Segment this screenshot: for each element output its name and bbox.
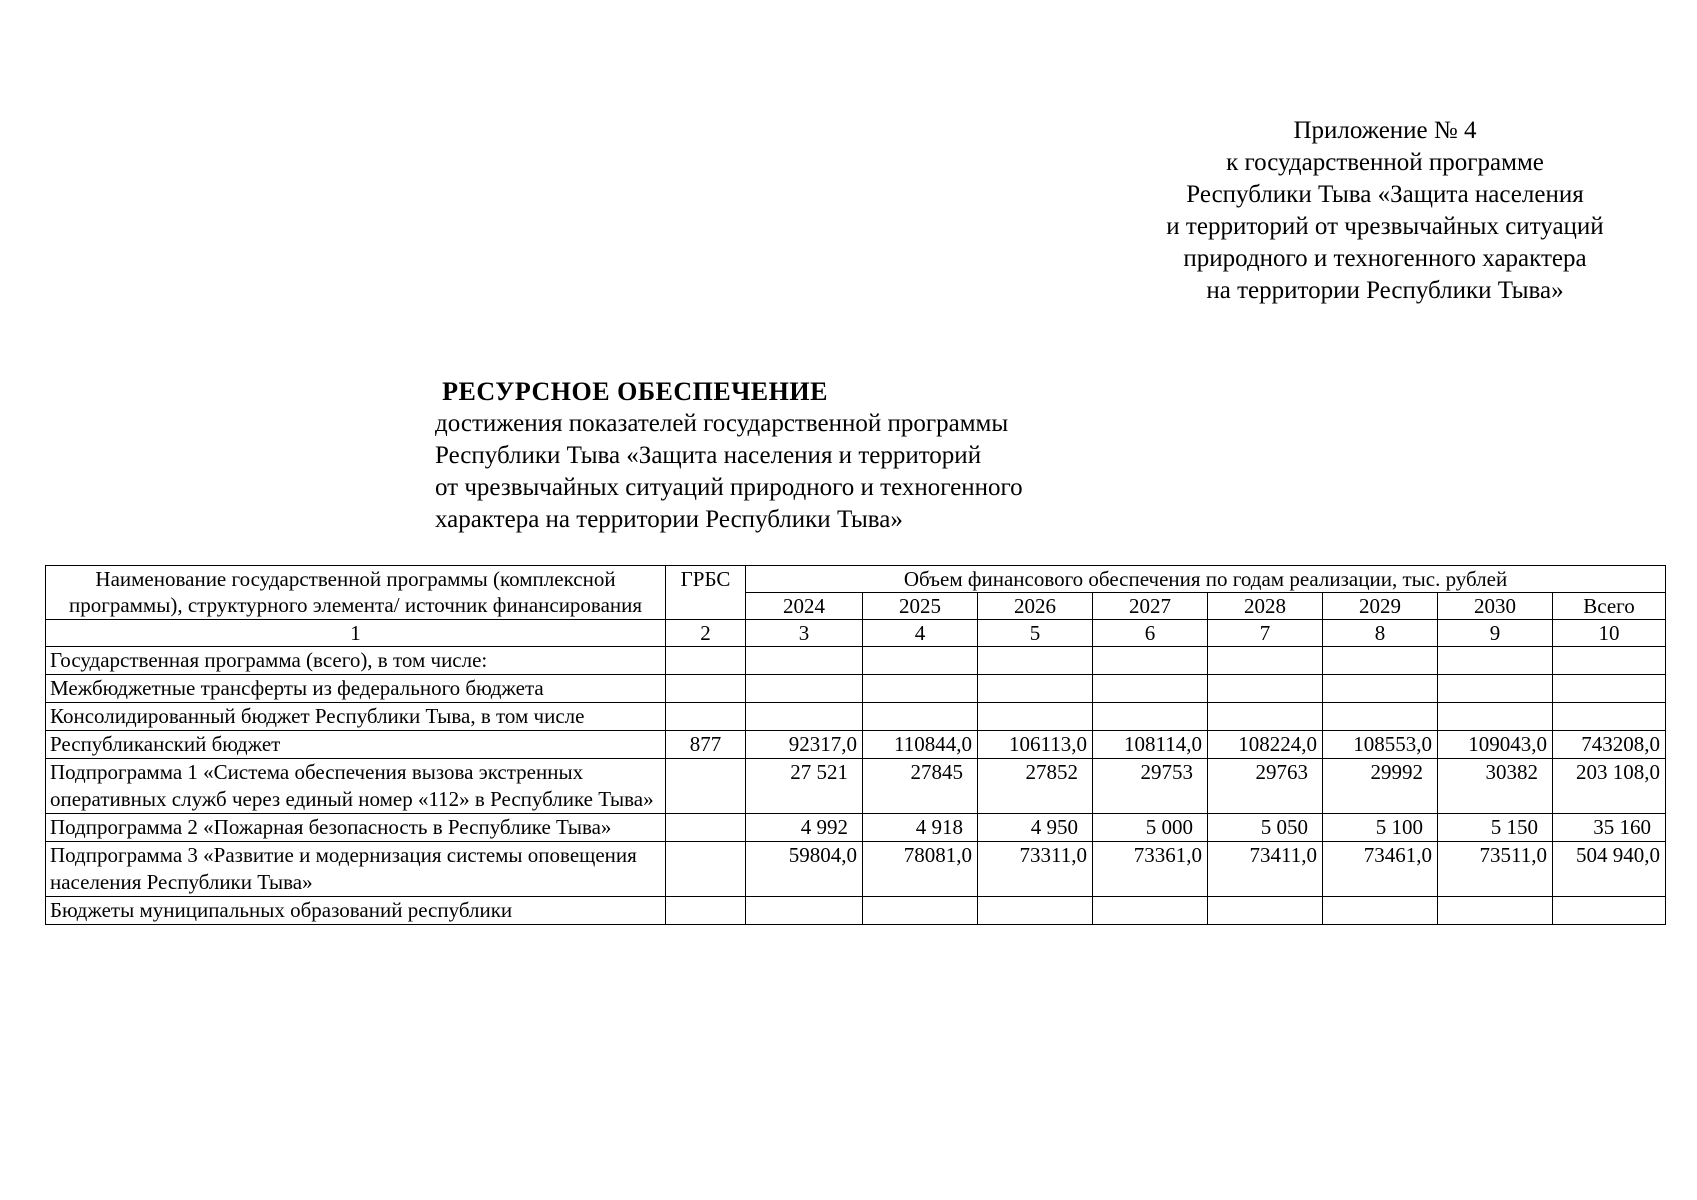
value-cell: 73511,0 xyxy=(1438,842,1553,897)
value-cell xyxy=(1093,647,1208,675)
column-number: 2 xyxy=(666,620,746,647)
title-line: достижения показателей государственной программы xyxy=(435,410,1009,437)
row-grbs xyxy=(666,897,746,925)
value-cell: 29753 xyxy=(1093,759,1208,814)
header-year: 2028 xyxy=(1208,593,1323,620)
column-number: 8 xyxy=(1323,620,1438,647)
value-cell: 109043,0 xyxy=(1438,731,1553,759)
value-cell: 29763 xyxy=(1208,759,1323,814)
total-cell: 35 160 xyxy=(1553,814,1666,842)
value-cell xyxy=(1093,897,1208,925)
column-number: 7 xyxy=(1208,620,1323,647)
header-year: 2027 xyxy=(1093,593,1208,620)
table-row xyxy=(46,647,1666,675)
value-cell xyxy=(978,675,1093,703)
title-line: характера на территории Республики Тыва» xyxy=(435,506,903,533)
value-cell: 30382 xyxy=(1438,759,1553,814)
value-cell xyxy=(746,897,863,925)
header-funding-group: Объем финансового обеспечения по годам реализации, тыс. рублей xyxy=(746,566,1666,593)
value-cell xyxy=(746,675,863,703)
value-cell xyxy=(1323,675,1438,703)
value-cell: 27 521 xyxy=(746,759,863,814)
appendix-line: Приложение № 4 xyxy=(1293,117,1477,144)
value-cell xyxy=(978,897,1093,925)
value-cell xyxy=(863,675,978,703)
appendix-line: природного и техногенного характера xyxy=(1183,245,1587,272)
value-cell: 5 000 xyxy=(1093,814,1208,842)
value-cell xyxy=(1093,675,1208,703)
value-cell: 4 950 xyxy=(978,814,1093,842)
column-number: 1 xyxy=(46,620,666,647)
value-cell: 73411,0 xyxy=(1208,842,1323,897)
document-title xyxy=(435,376,1023,536)
row-name: Государственная программа (всего), в том числе: xyxy=(46,647,666,675)
title-line: Республики Тыва «Защита населения и территорий xyxy=(435,442,982,469)
total-cell xyxy=(1553,647,1666,675)
value-cell: 27845 xyxy=(863,759,978,814)
column-number-row xyxy=(46,620,1666,647)
table-row xyxy=(46,814,1666,842)
appendix-line: на территории Республики Тыва» xyxy=(1206,277,1564,304)
table-row xyxy=(46,759,1666,814)
table-row xyxy=(46,675,1666,703)
table-row xyxy=(46,897,1666,925)
value-cell xyxy=(978,703,1093,731)
total-cell: 743208,0 xyxy=(1553,731,1666,759)
total-cell: 504 940,0 xyxy=(1553,842,1666,897)
value-cell xyxy=(1438,675,1553,703)
value-cell xyxy=(1438,647,1553,675)
appendix-note xyxy=(1115,115,1655,307)
total-cell xyxy=(1553,703,1666,731)
value-cell xyxy=(978,647,1093,675)
column-number: 3 xyxy=(746,620,863,647)
row-grbs xyxy=(666,842,746,897)
header-year: 2026 xyxy=(978,593,1093,620)
value-cell xyxy=(1093,703,1208,731)
value-cell: 5 150 xyxy=(1438,814,1553,842)
column-number: 9 xyxy=(1438,620,1553,647)
appendix-line: к государственной программе xyxy=(1226,149,1544,176)
value-cell xyxy=(863,703,978,731)
total-cell: 203 108,0 xyxy=(1553,759,1666,814)
value-cell: 4 918 xyxy=(863,814,978,842)
row-grbs xyxy=(666,814,746,842)
row-name: Подпрограмма 3 «Развитие и модернизация системы оповещения населения Республики Тыва» xyxy=(46,842,666,897)
resource-table-container xyxy=(45,565,1665,925)
total-cell xyxy=(1553,897,1666,925)
column-number: 4 xyxy=(863,620,978,647)
row-grbs xyxy=(666,647,746,675)
row-grbs xyxy=(666,759,746,814)
value-cell: 5 100 xyxy=(1323,814,1438,842)
value-cell: 27852 xyxy=(978,759,1093,814)
value-cell xyxy=(1208,897,1323,925)
value-cell xyxy=(1438,703,1553,731)
table-row xyxy=(46,842,1666,897)
value-cell: 73361,0 xyxy=(1093,842,1208,897)
row-name: Бюджеты муниципальных образований республики xyxy=(46,897,666,925)
table-row xyxy=(46,731,1666,759)
value-cell: 78081,0 xyxy=(863,842,978,897)
value-cell: 108114,0 xyxy=(1093,731,1208,759)
title-heading: РЕСУРСНОЕ ОБЕСПЕЧЕНИЕ xyxy=(442,377,828,406)
column-number: 5 xyxy=(978,620,1093,647)
value-cell: 4 992 xyxy=(746,814,863,842)
row-grbs xyxy=(666,675,746,703)
value-cell xyxy=(1208,647,1323,675)
row-name: Подпрограмма 2 «Пожарная безопасность в Республике Тыва» xyxy=(46,814,666,842)
row-grbs: 877 xyxy=(666,731,746,759)
value-cell: 106113,0 xyxy=(978,731,1093,759)
value-cell xyxy=(1208,703,1323,731)
value-cell: 92317,0 xyxy=(746,731,863,759)
value-cell: 59804,0 xyxy=(746,842,863,897)
value-cell xyxy=(1438,897,1553,925)
value-cell xyxy=(863,897,978,925)
row-name: Республиканский бюджет xyxy=(46,731,666,759)
value-cell xyxy=(1208,675,1323,703)
value-cell xyxy=(863,647,978,675)
column-number: 6 xyxy=(1093,620,1208,647)
header-year: 2030 xyxy=(1438,593,1553,620)
row-name: Консолидированный бюджет Республики Тыва, в том числе xyxy=(46,703,666,731)
resource-table xyxy=(45,565,1666,925)
value-cell: 108224,0 xyxy=(1208,731,1323,759)
header-year: 2029 xyxy=(1323,593,1438,620)
header-year: 2025 xyxy=(863,593,978,620)
header-name-column: Наименование государственной программы (комплексной программы), структурного элемента/ источник финансирования xyxy=(46,566,666,620)
value-cell xyxy=(1323,647,1438,675)
header-grbs-column: ГРБС xyxy=(666,566,746,620)
row-grbs xyxy=(666,703,746,731)
table-row xyxy=(46,703,1666,731)
total-cell xyxy=(1553,675,1666,703)
value-cell: 73311,0 xyxy=(978,842,1093,897)
value-cell: 5 050 xyxy=(1208,814,1323,842)
header-total: Всего xyxy=(1553,593,1666,620)
value-cell xyxy=(746,647,863,675)
value-cell: 108553,0 xyxy=(1323,731,1438,759)
row-name: Межбюджетные трансферты из федерального бюджета xyxy=(46,675,666,703)
value-cell: 29992 xyxy=(1323,759,1438,814)
title-line: от чрезвычайных ситуаций природного и техногенного xyxy=(435,474,1023,501)
value-cell xyxy=(1323,897,1438,925)
value-cell xyxy=(746,703,863,731)
column-number: 10 xyxy=(1553,620,1666,647)
appendix-line: и территорий от чрезвычайных ситуаций xyxy=(1166,213,1604,240)
row-name: Подпрограмма 1 «Система обеспечения вызова экстренных оперативных служб через единый номер «112» в Республике Тыва» xyxy=(46,759,666,814)
header-year: 2024 xyxy=(746,593,863,620)
value-cell xyxy=(1323,703,1438,731)
value-cell: 73461,0 xyxy=(1323,842,1438,897)
appendix-line: Республики Тыва «Защита населения xyxy=(1186,181,1584,208)
value-cell: 110844,0 xyxy=(863,731,978,759)
